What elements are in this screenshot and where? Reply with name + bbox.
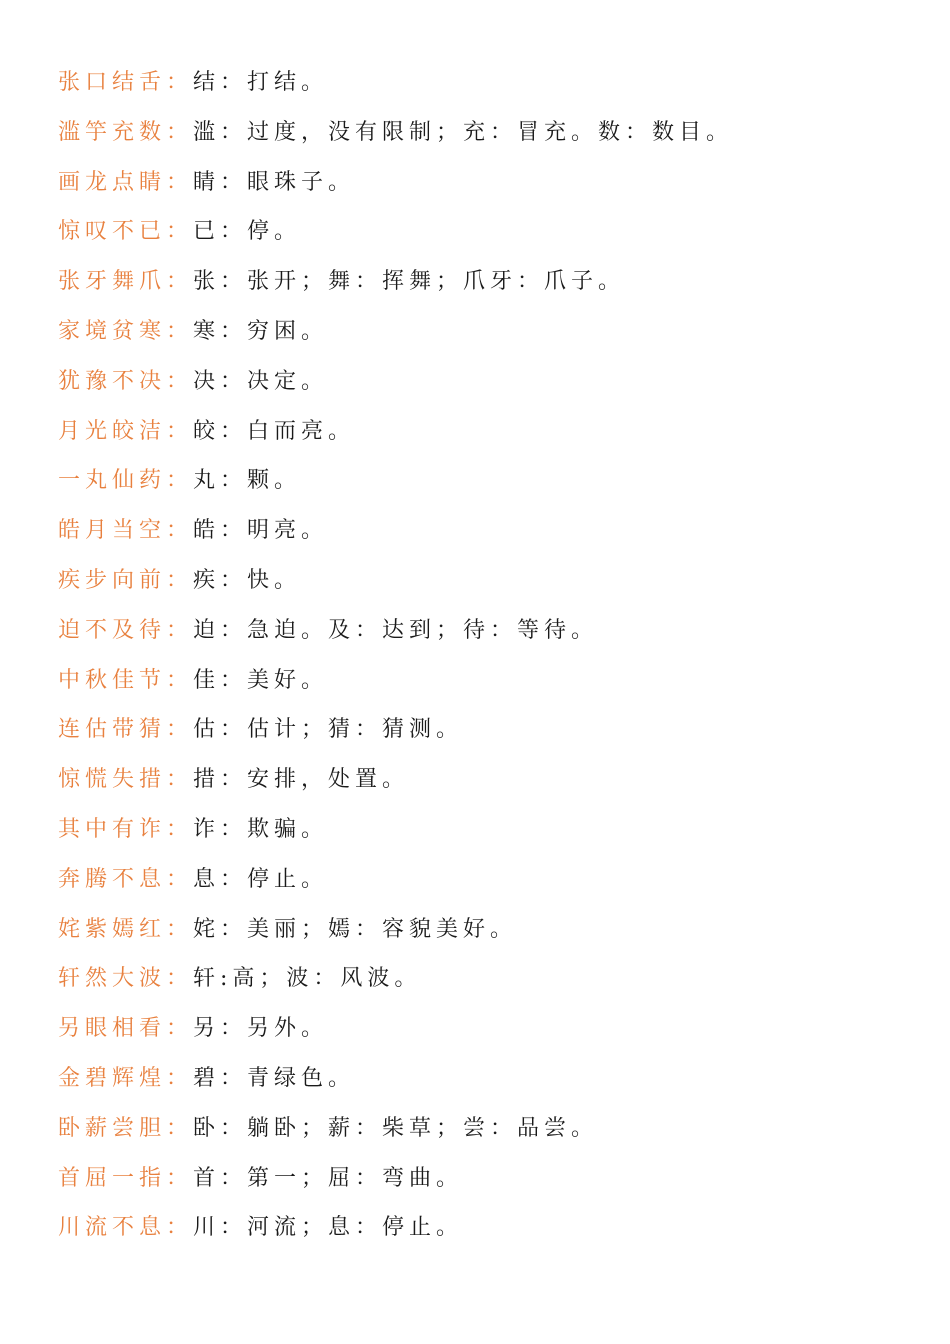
idiom-gloss: 丸：颗。 (193, 468, 302, 494)
glossary-entry (58, 58, 918, 108)
idiom-gloss: 川：河流；息：停止。 (193, 1215, 464, 1241)
idiom-gloss: 疾：快。 (193, 567, 302, 593)
glossary-entry (58, 805, 918, 855)
idiom-term: 中秋佳节： (58, 667, 194, 693)
glossary-entry (58, 606, 918, 656)
idiom-term: 金碧辉煌： (58, 1065, 194, 1091)
idiom-gloss: 皎：白而亮。 (193, 418, 356, 444)
idiom-term: 川流不息： (58, 1215, 194, 1241)
glossary-entry (58, 656, 918, 706)
idiom-gloss: 滥：过度，没有限制；充：冒充。数：数目。 (193, 119, 734, 145)
glossary-entry (58, 307, 918, 357)
idiom-term: 张牙舞爪： (58, 269, 194, 295)
idiom-term: 皓月当空： (58, 518, 194, 544)
glossary-entry (58, 456, 918, 506)
idiom-gloss: 卧：躺卧；薪：柴草；尝：品尝。 (193, 1115, 599, 1141)
glossary-entry (58, 556, 918, 606)
glossary-entry (58, 108, 918, 158)
idiom-gloss: 结：打结。 (193, 70, 329, 95)
idiom-gloss: 寒：穷困。 (193, 318, 329, 344)
idiom-gloss: 佳：美好。 (193, 667, 329, 693)
idiom-term: 姹紫嫣红： (58, 916, 194, 942)
idiom-term: 家境贫寒： (58, 318, 194, 344)
idiom-gloss: 睛：眼珠子。 (193, 169, 356, 195)
idiom-term: 卧薪尝胆： (58, 1115, 194, 1141)
idiom-term: 其中有诈： (58, 816, 194, 842)
glossary-entry (58, 954, 918, 1004)
glossary-entry (58, 207, 918, 257)
idiom-gloss: 姹：美丽；嫣：容貌美好。 (193, 916, 518, 942)
idiom-term: 首屈一指： (58, 1165, 194, 1191)
idiom-gloss: 诈：欺骗。 (193, 816, 329, 842)
glossary-entry (58, 1004, 918, 1054)
idiom-term: 连估带猜： (58, 717, 194, 743)
idiom-gloss: 张：张开；舞：挥舞；爪牙：爪子。 (193, 269, 626, 295)
idiom-term: 张口结舌： (58, 70, 194, 95)
glossary-entry (58, 357, 918, 407)
idiom-term: 惊叹不已： (58, 219, 194, 245)
glossary-entry (58, 257, 918, 307)
idiom-term: 滥竽充数： (58, 119, 194, 145)
idiom-gloss: 已：停。 (193, 219, 302, 245)
idiom-term: 一丸仙药： (58, 468, 194, 494)
glossary-entry (58, 506, 918, 556)
idiom-glossary (58, 58, 918, 1253)
idiom-gloss: 另：另外。 (193, 1016, 329, 1042)
idiom-gloss: 决：决定。 (193, 368, 329, 394)
idiom-gloss: 迫：急迫。及：达到；待：等待。 (193, 617, 599, 643)
glossary-entry (58, 855, 918, 905)
idiom-term: 奔腾不息： (58, 866, 194, 892)
glossary-entry (58, 705, 918, 755)
idiom-term: 迫不及待： (58, 617, 194, 643)
glossary-entry (58, 407, 918, 457)
idiom-gloss: 措：安排，处置。 (193, 767, 410, 793)
glossary-entry (58, 1054, 918, 1104)
glossary-entry (58, 905, 918, 955)
idiom-gloss: 估：估计；猜：猜测。 (193, 717, 464, 743)
idiom-term: 画龙点睛： (58, 169, 194, 195)
idiom-term: 另眼相看： (58, 1016, 194, 1042)
idiom-gloss: 皓：明亮。 (193, 518, 329, 544)
idiom-gloss: 息：停止。 (193, 866, 329, 892)
glossary-entry (58, 755, 918, 805)
idiom-term: 惊慌失措： (58, 767, 194, 793)
glossary-entry (58, 158, 918, 208)
idiom-gloss: 碧：青绿色。 (193, 1065, 356, 1091)
idiom-term: 轩然大波： (58, 966, 194, 992)
idiom-term: 月光皎洁： (58, 418, 194, 444)
glossary-entry (58, 1203, 918, 1253)
glossary-entry (58, 1154, 918, 1204)
idiom-gloss: 轩:高；波：风波。 (193, 966, 422, 992)
idiom-term: 犹豫不决： (58, 368, 194, 394)
idiom-gloss: 首：第一；屈：弯曲。 (193, 1165, 464, 1191)
glossary-entry (58, 1104, 918, 1154)
idiom-term: 疾步向前： (58, 567, 194, 593)
